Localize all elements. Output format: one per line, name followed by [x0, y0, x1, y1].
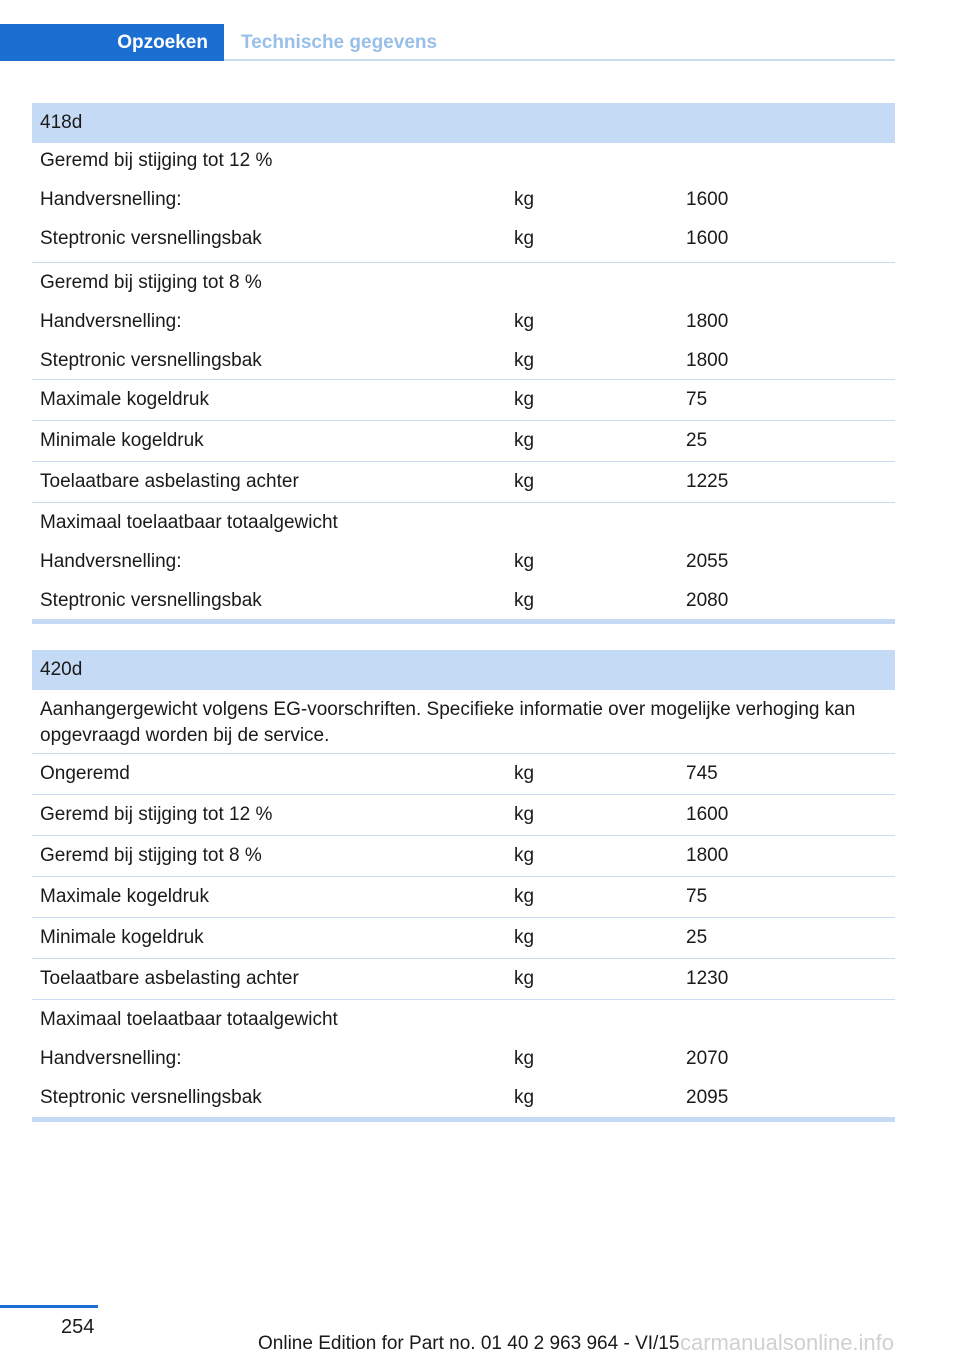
table-cell-unit: kg [514, 968, 535, 989]
header-tabs [0, 24, 895, 61]
table-row [32, 836, 895, 877]
table-row [32, 795, 895, 836]
table-cell-label: Minimale kogeldruk [40, 927, 204, 948]
table-row [32, 380, 895, 421]
table-cell-value: 2080 [686, 590, 729, 611]
table-cell-label: Geremd bij stijging tot 8 % [40, 272, 262, 293]
table-row [32, 462, 895, 503]
table-row [32, 421, 895, 462]
table-row [32, 918, 895, 959]
table-cell-label: Maximaal toelaatbaar totaalgewicht [40, 512, 338, 533]
table-420d [32, 650, 895, 1122]
table-cell-unit: kg [514, 551, 535, 572]
table-cell-value: 25 [686, 927, 708, 948]
table-cell-unit: kg [514, 804, 535, 825]
table-cell-unit: kg [514, 471, 535, 492]
table-cell-label: Steptronic versnellingsbak [40, 590, 262, 611]
table-cell-unit: kg [514, 1087, 535, 1108]
table-cell-unit: kg [514, 927, 535, 948]
table-cell-label: Maximaal toelaatbaar totaalgewicht [40, 1009, 338, 1030]
table-cell-label: Handversnelling: [40, 311, 182, 332]
table-cell-label: Geremd bij stijging tot 8 % [40, 845, 262, 866]
watermark: carmanualsonline.info [680, 1330, 895, 1355]
table-cell-value: 25 [686, 430, 708, 451]
table-cell-value: 75 [686, 886, 708, 907]
header-divider [224, 59, 895, 61]
page-number: 254 [61, 1316, 95, 1338]
table-cell-unit: kg [514, 763, 535, 784]
edition-note: Online Edition for Part no. 01 40 2 963 964 - VI/15 [258, 1333, 680, 1354]
tab-opzoeken[interactable] [0, 24, 224, 61]
table-cell-unit: kg [514, 886, 535, 907]
table-418d-group-12pct [32, 143, 895, 263]
table-420d-title: 420d [32, 650, 895, 690]
table-cell-value: 1600 [686, 804, 729, 825]
table-cell-label: Geremd bij stijging tot 12 % [40, 804, 273, 825]
table-cell-value: 1600 [686, 228, 729, 249]
table-cell-unit: kg [514, 1048, 535, 1069]
table-cell-unit: kg [514, 430, 535, 451]
table-cell-label: Handversnelling: [40, 551, 182, 572]
tab-opzoeken-label: Opzoeken [117, 31, 208, 53]
table-cell-label: Geremd bij stijging tot 12 % [40, 150, 273, 171]
tab-technische-gegevens[interactable] [241, 24, 437, 61]
table-cell-label: Handversnelling: [40, 1048, 182, 1069]
table-cell-value: 1230 [686, 968, 729, 989]
table-cell-label: Handversnelling: [40, 189, 182, 210]
table-418d [32, 103, 895, 624]
table-cell-label: Minimale kogeldruk [40, 430, 204, 451]
table-cell-label: Steptronic versnellingsbak [40, 1087, 262, 1108]
table-420d-note: Aanhangergewicht volgens EG-voorschriften. Specifieke informatie over mogelijke verhoging kan opgevraagd worden bij de service. [32, 690, 895, 754]
table-cell-value: 1225 [686, 471, 729, 492]
table-cell-label: Steptronic versnellingsbak [40, 350, 262, 371]
table-cell-value: 1800 [686, 350, 729, 371]
table-cell-label: Maximale kogeldruk [40, 886, 209, 907]
table-cell-value: 2095 [686, 1087, 729, 1108]
table-row [32, 959, 895, 1000]
table-cell-unit: kg [514, 228, 535, 249]
table-cell-unit: kg [514, 311, 535, 332]
table-418d-title: 418d [32, 103, 895, 143]
table-cell-unit: kg [514, 590, 535, 611]
table-cell-value: 2055 [686, 551, 729, 572]
table-row [32, 877, 895, 918]
footer-rule [0, 1305, 98, 1308]
tab-technische-gegevens-label: Technische gegevens [241, 32, 438, 53]
table-cell-label: Maximale kogeldruk [40, 389, 209, 410]
table-cell-label: Toelaatbare asbelasting achter [40, 968, 299, 989]
table-cell-label: Ongeremd [40, 763, 130, 784]
table-cell-value: 2070 [686, 1048, 729, 1069]
table-cell-unit: kg [514, 350, 535, 371]
table-cell-value: 75 [686, 389, 708, 410]
table-cell-value: 1800 [686, 845, 729, 866]
table-cell-unit: kg [514, 389, 535, 410]
table-418d-group-8pct [32, 263, 895, 380]
table-cell-label: Steptronic versnellingsbak [40, 228, 262, 249]
table-418d-group-total [32, 503, 895, 619]
table-cell-value: 1800 [686, 311, 729, 332]
table-row [32, 754, 895, 795]
table-420d-group-total [32, 1000, 895, 1117]
table-cell-value: 1600 [686, 189, 729, 210]
table-cell-value: 745 [686, 763, 718, 784]
table-cell-unit: kg [514, 189, 535, 210]
table-cell-unit: kg [514, 845, 535, 866]
table-cell-label: Toelaatbare asbelasting achter [40, 471, 299, 492]
